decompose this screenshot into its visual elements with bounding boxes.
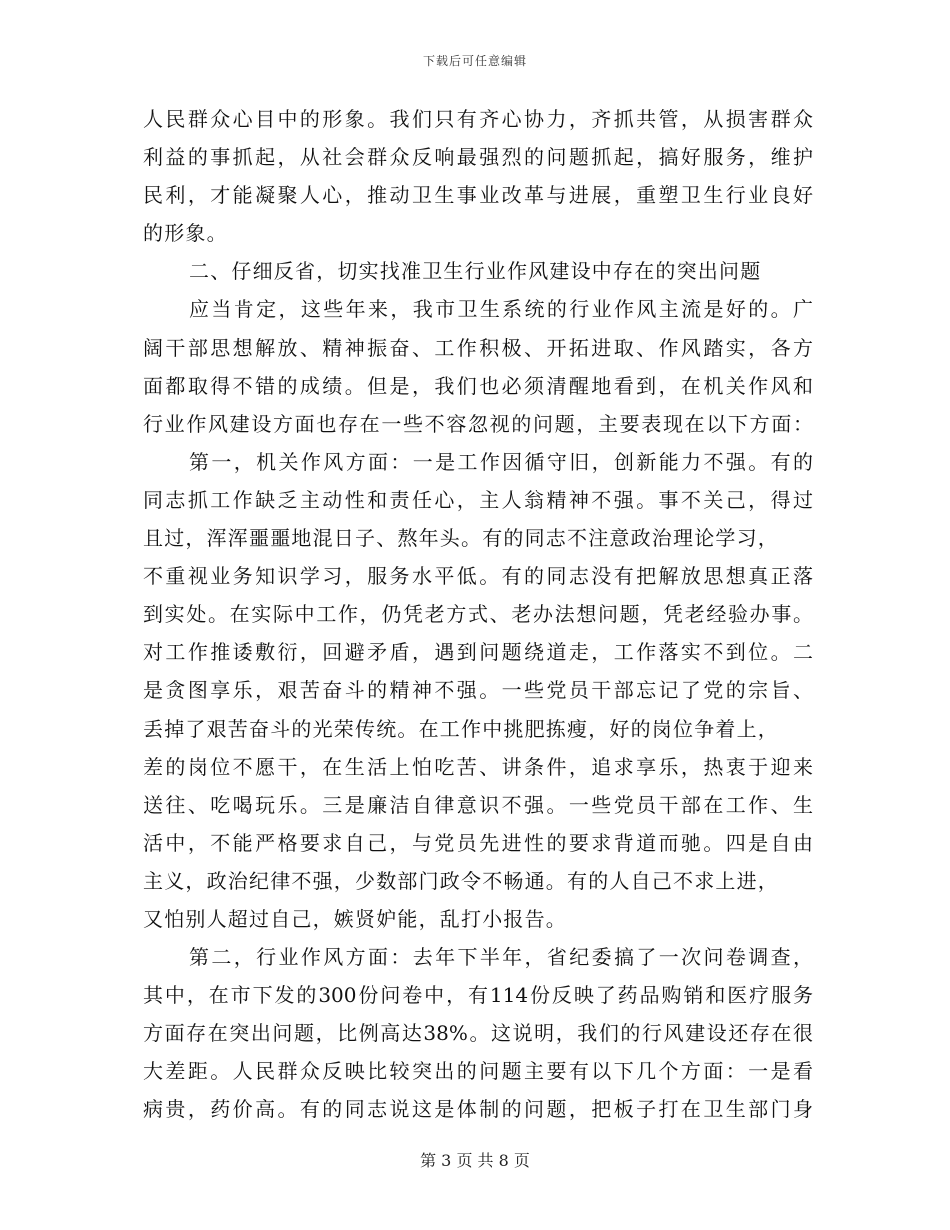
body-line: 人民群众心目中的形象。我们只有齐心协力，齐抓共管，从损害群众	[143, 107, 813, 131]
section-heading: 二、仔细反省，切实找准卫生行业作风建设中存在的突出问题	[189, 259, 762, 284]
body-line: 且过，浑浑噩噩地混日子、熬年头。有的同志不注意政治理论学习，	[143, 526, 779, 551]
body-line: 阔干部思想解放、精神振奋、工作积极、开拓进取、作风踏实，各方	[143, 335, 813, 360]
body-line: 主义，政治纪律不强，少数部门政令不畅通。有的人自己不求上进，	[143, 868, 779, 893]
body-line: 的形象。	[143, 221, 228, 246]
body-line: 其中，在市下发的300份问卷中，有114份反映了药品购销和医疗服务	[143, 983, 813, 1008]
body-line: 病贵，药价高。有的同志说这是体制的问题，把板子打在卫生部门身	[143, 1097, 813, 1122]
document-body	[143, 100, 813, 1129]
body-line: 差的岗位不愿干，在生活上怕吃苦、讲条件，追求享乐，热衷于迎来	[143, 754, 813, 779]
body-line: 到实处。在实际中工作，仍凭老方式、老办法想问题，凭老经验办事。	[143, 602, 813, 627]
body-line: 送往、吃喝玩乐。三是廉洁自律意识不强。一些党员干部在工作、生	[143, 792, 813, 817]
body-line: 利益的事抓起，从社会群众反响最强烈的问题抓起，搞好服务，维护	[143, 145, 813, 170]
body-line: 不重视业务知识学习，服务水平低。有的同志没有把解放思想真正落	[143, 564, 813, 589]
body-line: 行业作风建设方面也存在一些不容忽视的问题，主要表现在以下方面：	[143, 411, 813, 436]
body-line: 大差距。人民群众反映比较突出的问题主要有以下几个方面：一是看	[143, 1059, 813, 1084]
body-line: 又怕别人超过自己，嫉贤妒能，乱打小报告。	[143, 906, 567, 931]
body-line: 对工作推诿敷衍，回避矛盾，遇到问题绕道走，工作落实不到位。二	[143, 640, 813, 665]
body-line: 第二，行业作风方面：去年下半年，省纪委搞了一次问卷调查，	[189, 945, 813, 970]
body-line: 同志抓工作缺乏主动性和责任心，主人翁精神不强。事不关己，得过	[143, 487, 813, 512]
body-line: 活中，不能严格要求自己，与党员先进性的要求背道而驰。四是自由	[143, 830, 813, 855]
body-line: 民利，才能凝聚人心，推动卫生事业改革与进展，重塑卫生行业良好	[143, 183, 813, 208]
body-line: 面都取得不错的成绩。但是，我们也必须清醒地看到，在机关作风和	[143, 373, 813, 398]
body-line: 第一，机关作风方面：一是工作因循守旧，创新能力不强。有的	[189, 449, 813, 474]
page-header-note: 下载后可任意编辑	[422, 54, 527, 68]
body-line: 丢掉了艰苦奋斗的光荣传统。在工作中挑肥拣瘦，好的岗位争着上，	[143, 716, 779, 741]
body-line: 应当肯定，这些年来，我市卫生系统的行业作风主流是好的。广	[189, 297, 813, 322]
body-line: 是贪图享乐，艰苦奋斗的精神不强。一些党员干部忘记了党的宗旨、	[143, 678, 813, 703]
page-number: 第 3 页 共 8 页	[420, 1151, 530, 1170]
body-line: 方面存在突出问题，比例高达38%。这说明，我们的行风建设还存在很	[143, 1021, 813, 1046]
